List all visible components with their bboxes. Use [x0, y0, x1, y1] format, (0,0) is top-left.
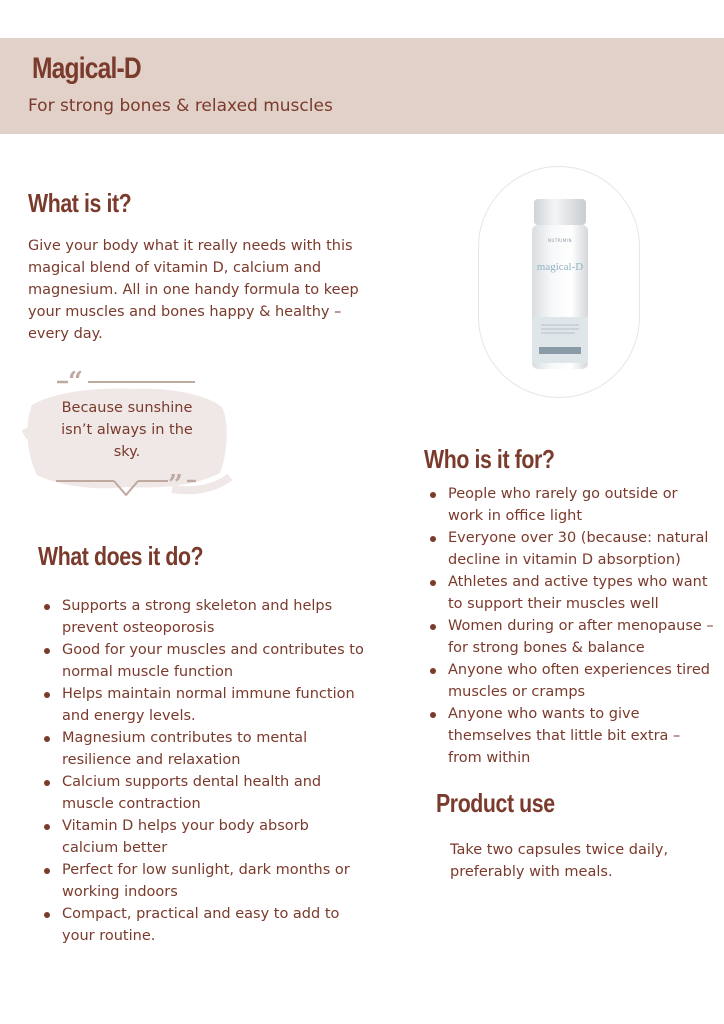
list-item: Anyone who often experiences tired muscles or cramps — [424, 659, 714, 703]
bottle-brand-label: NUTRIMIN — [548, 238, 572, 243]
list-item: Compact, practical and easy to add to your routine. — [38, 903, 368, 947]
benefits-list — [38, 595, 368, 947]
what-is-it-heading: What is it? — [28, 188, 132, 218]
quote-block — [22, 365, 232, 505]
list-item: Magnesium contributes to mental resilience and relaxation — [38, 727, 368, 771]
list-item: Athletes and active types who want to support their muscles well — [424, 571, 714, 615]
list-item: Everyone over 30 (because: natural decline in vitamin D absorption) — [424, 527, 714, 571]
svg-text:”: ” — [168, 470, 183, 500]
product-use-text: Take two capsules twice daily, preferably with meals. — [450, 842, 669, 880]
list-item: Vitamin D helps your body absorb calcium better — [38, 815, 368, 859]
list-item: Anyone who wants to give themselves that little bit extra – from within — [424, 703, 714, 769]
page-subtitle: For strong bones & relaxed muscles — [28, 96, 333, 116]
list-item: People who rarely go outside or work in office light — [424, 483, 714, 527]
list-item: Helps maintain normal immune function and energy levels. — [38, 683, 368, 727]
header-banner — [0, 38, 724, 134]
svg-text:“: “ — [68, 367, 83, 397]
supplement-bottle-icon — [531, 199, 589, 371]
bottle-product-label: magical-D — [536, 261, 584, 273]
product-use-heading: Product use — [436, 788, 555, 818]
product-image-frame — [478, 166, 640, 398]
quote-text: Because sunshine isn’t always in the sky. — [61, 400, 193, 460]
what-does-it-do-heading: What does it do? — [38, 541, 204, 571]
list-item: Supports a strong skeleton and helps prevent osteoporosis — [38, 595, 368, 639]
list-item: Women during or after menopause – for strong bones & balance — [424, 615, 714, 659]
what-is-it-text: Give your body what it really needs with this magical blend of vitamin D, calcium and magnesium. All in one handy formula to keep your muscles and bones happy & healthy – every day. — [28, 238, 359, 342]
page-title: Magical-D — [32, 52, 141, 85]
list-item: Good for your muscles and contributes to normal muscle function — [38, 639, 368, 683]
list-item: Perfect for low sunlight, dark months or working indoors — [38, 859, 368, 903]
who-is-it-for-heading: Who is it for? — [424, 444, 555, 474]
target-audience-list — [424, 483, 714, 769]
list-item: Calcium supports dental health and muscle contraction — [38, 771, 368, 815]
